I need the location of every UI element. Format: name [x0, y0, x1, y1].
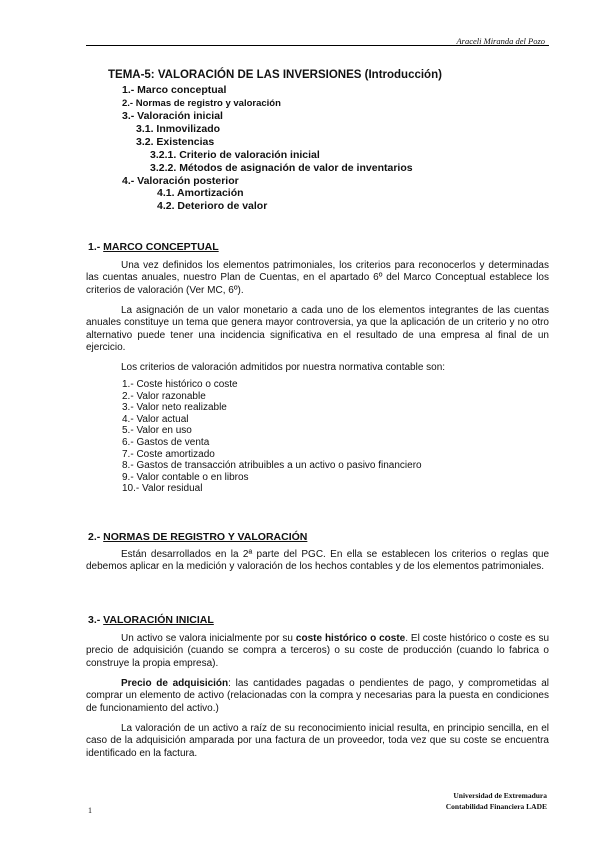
footer-institution [446, 791, 547, 812]
document-title: TEMA-5: VALORACIÓN DE LAS INVERSIONES (Introducción) [108, 69, 442, 81]
section-heading-1 [88, 241, 219, 253]
list-item: 2.- Valor razonable [122, 390, 206, 402]
paragraph: Precio de adquisición: las cantidades pagadas o pendientes de pago, y comprometidas al comprar un elemento de activo (relacionadas con la compra y necesarias para la puesta en condiciones de funcionamiento del activo.) [86, 678, 549, 714]
section-number: 3.- [88, 614, 104, 626]
paragraph: La valoración de un activo a raíz de su reconocimiento inicial resulta, en principio sencilla, en el caso de la adquisición amparada por una factura de un proveedor, toda vez que su coste se encuentra identificado en la factura. [86, 723, 549, 759]
list-item: 6.- Gastos de venta [122, 436, 210, 448]
paragraph: La asignación de un valor monetario a cada uno de los elementos integrantes de las cuentas anuales constituye un tema que genera mayor controversia, ya que la aplicación de un criterio y no otro alternativo puede tener una incidencia significativa en el resultado de una empresa al final de un ejercicio. [86, 305, 549, 353]
section-title: MARCO CONCEPTUAL [103, 241, 219, 253]
toc-item: 1.- Marco conceptual [122, 84, 227, 96]
section-number: 2.- [88, 531, 104, 543]
list-item: 1.- Coste histórico o coste [122, 379, 238, 390]
criteria-list [122, 379, 422, 495]
toc-item: 4.- Valoración posterior [122, 175, 239, 187]
section-heading-2 [88, 531, 307, 543]
toc-item: 2.- Normas de registro y valoración [122, 98, 281, 109]
list-item: 3.- Valor neto realizable [122, 402, 227, 414]
toc-item: 4.2. Deterioro de valor [157, 200, 268, 212]
section-title: VALORACIÓN INICIAL [103, 614, 214, 626]
toc-item: 3.2.1. Criterio de valoración inicial [150, 149, 320, 161]
paragraph: Están desarrollados en la 2ª parte del PGC. En ella se establecen los criterios o reglas que debemos aplicar en la medición y valoración de los hechos contables y de los elementos patrimoniales. [86, 549, 549, 573]
toc-item: 4.1. Amortización [157, 187, 244, 199]
paragraph: Los criterios de valoración admitidos por nuestra normativa contable son: [121, 362, 446, 373]
toc-item: 3.2.2. Métodos de asignación de valor de inventarios [150, 162, 413, 174]
paragraph: Un activo se valora inicialmente por su coste histórico o coste. El coste histórico o coste es su precio de adquisición (cuando se compra a terceros) o su coste de producción (cuando lo fabrica o construye la propia empresa). [86, 633, 550, 669]
section-title: NORMAS DE REGISTRO Y VALORACIÓN [103, 531, 308, 543]
list-item: 7.- Coste amortizado [122, 448, 215, 460]
emphasis: coste histórico o coste [295, 633, 406, 644]
toc-item: 3.2. Existencias [136, 136, 215, 148]
footer-university: Universidad de Extremadura [453, 791, 547, 800]
list-item: 9.- Valor contable o en libros [122, 471, 249, 483]
page-number: 1 [88, 806, 92, 815]
toc-item: 3.1. Inmovilizado [136, 123, 221, 135]
emphasis: Precio de adquisición [121, 678, 229, 689]
footer-course: Contabilidad Financiera LADE [445, 801, 547, 811]
list-item: 4.- Valor actual [122, 413, 189, 425]
list-item: 5.- Valor en uso [122, 425, 192, 437]
section-number: 1.- [88, 241, 104, 253]
header-author: Araceli Miranda del Pozo [456, 36, 545, 46]
toc-item: 3.- Valoración inicial [122, 110, 223, 122]
section-heading-3 [88, 614, 214, 626]
paragraph: Una vez definidos los elementos patrimoniales, los criterios para reconocerlos y determinadas las cuentas anuales, nuestro Plan de Cuentas, en el apartado 6º del Marco Conceptual establece los criterios de valoración (Ver MC, 6º). [86, 260, 549, 296]
header-rule [86, 45, 549, 46]
list-item: 8.- Gastos de transacción atribuibles a un activo o pasivo financiero [122, 460, 422, 472]
list-item: 10.- Valor residual [122, 483, 203, 495]
